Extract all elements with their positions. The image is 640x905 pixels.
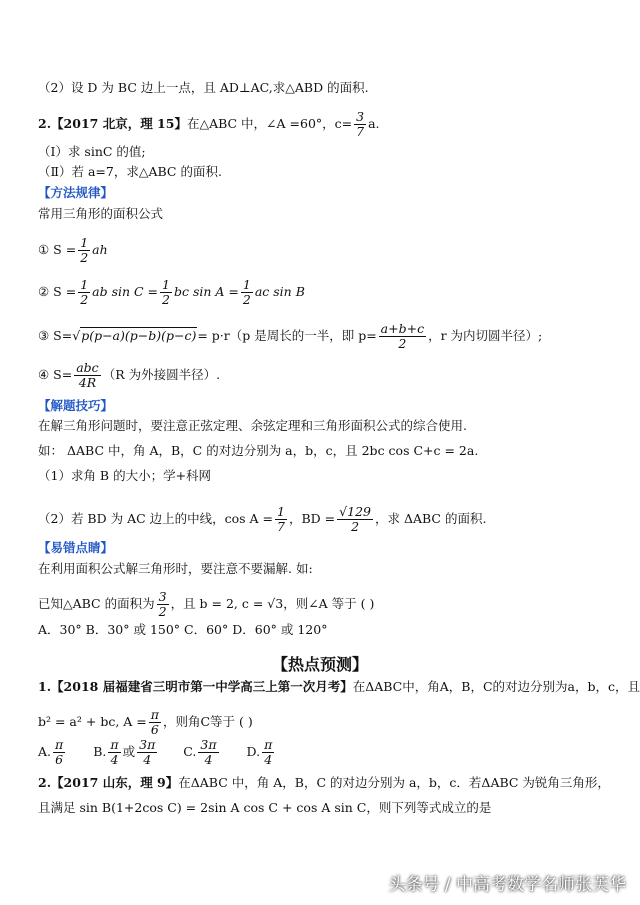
fraction [149,708,161,737]
numerator: 1 [80,235,89,250]
text-line: 在利用面积公式解三角形时，要注意不要漏解. 如: [38,561,313,576]
problem-1 [38,679,640,695]
numerator: 1 [80,277,89,292]
formula-2 [38,278,305,307]
example-line [38,505,486,534]
section-heading: 【易错点睛】 [38,540,114,555]
denominator: 2 [398,336,407,351]
problem-2b [38,775,610,791]
choice-label: C. [183,744,197,759]
sqrt-body: p(p−a)(p−b)(p−c) [81,328,197,343]
sqrt-sign: √ [72,328,81,343]
fraction [157,590,169,619]
section-title: 【热点预测】 [271,655,368,674]
fraction [78,236,90,265]
text: ，则角C等于 ( ) [162,714,253,729]
numerator: π [150,707,159,722]
watermark: 头条号 / 中高考数学名师张芙华 [388,875,626,895]
fraction [108,738,120,767]
text: 已知△ABC 的面积为 [38,596,155,611]
formula-1 [38,236,108,265]
numerator: abc [76,360,99,375]
choice-label: B. [93,744,107,759]
text: = p·r（p 是周长的一半，即 p= [197,328,377,343]
denominator: 6 [150,722,159,737]
denominator: 7 [277,519,285,534]
denominator: 2 [80,292,89,307]
denominator: 2 [351,519,360,534]
text: （2）若 BD 为 AC 边上的中线，cos A = [38,511,274,526]
choice-label: A. [38,744,52,759]
text: 在ΔABC 中，角 A，B，C 的对边分别为 a，b，c．若ΔABC 为锐角三角形， [178,775,610,790]
numerator: π [264,737,273,752]
denominator: 2 [162,292,170,307]
fraction [275,505,287,534]
text: 在ΔABC中，角A，B，C的对边分别为a，b，c，且 [352,679,640,694]
text: A = [123,714,147,729]
text: ，r 为内切圆半径）; [428,328,543,343]
problem-1-condition [38,708,253,737]
text: 或 [122,744,136,759]
denominator: 4 [110,752,119,767]
fraction [74,361,100,390]
text-line: 在解三角形问题时，要注意正弦定理、余弦定理和三角形面积公式的综合使用. [38,418,467,433]
text: ① S = [38,242,77,257]
formula-3 [38,322,542,351]
fraction [337,505,373,534]
source-tag: 2.【2017 山东，理 9】 [38,775,179,790]
source-tag: 2.【2017 北京，理 15】 [38,116,187,131]
text-line: 常用三角形的面积公式 [38,206,164,221]
text-line: 如： ΔABC 中，角 A，B，C 的对边分别为 a，b，c，且 2bc cos C+c = 2a. [38,443,479,458]
numerator: 1 [242,277,251,292]
numerator: π [55,737,64,752]
fraction [160,278,172,307]
text: ，求 ΔABC 的面积. [374,511,487,526]
fraction [198,738,218,767]
fraction [137,738,157,767]
problem-2 [38,110,380,139]
numerator: √129 [339,504,371,519]
text-line: 且满足 sin B(1+2cos C) = 2sin A cos C + cos A sin C，则下列等式成立的是 [38,800,492,815]
text: 在△ABC 中，∠A =60°，c= [186,116,353,131]
numerator: 3 [158,589,167,604]
denominator: 2 [242,292,251,307]
choices: A．30° B．30° 或 150° C．60° D．60° 或 120° [38,622,328,637]
denominator: 4 [143,752,152,767]
numerator: 3 [356,109,365,124]
numerator: π [110,737,119,752]
text-line: （1）求角 B 的大小；学+科网 [38,468,212,483]
fraction [379,322,426,351]
formula-4 [38,361,220,390]
text: ah [92,242,108,257]
denominator: 6 [55,752,64,767]
text: a. [368,116,380,131]
section-heading: 【解题技巧】 [38,398,114,413]
text: ③ S= [38,328,73,343]
text-line: （Ⅰ）求 sinC 的值; [38,144,146,159]
text: ac sin B [254,284,305,299]
text: ab sin C = [92,284,159,299]
denominator: 4 [204,752,213,767]
text: bc sin A = [174,284,239,299]
fraction [262,738,274,767]
text: ④ S= [38,367,73,382]
denominator: 7 [356,124,365,139]
denominator: 4R [78,375,97,390]
text: ，BD = [289,511,336,526]
example-line [38,590,374,619]
denominator: 4 [264,752,273,767]
text-line: （2）设 D 为 BC 边上一点，且 AD⊥AC,求△ABD 的面积. [38,80,369,95]
text: ② S = [38,284,77,299]
numerator: 1 [162,277,170,292]
fraction [53,738,65,767]
source-tag: 1.【2018 届福建省三明市第一中学高三上第一次月考】 [38,679,353,694]
numerator: 1 [277,504,285,519]
choices [38,738,276,767]
fraction [241,278,253,307]
numerator: 3π [200,737,217,752]
text: ，且 b = 2, c = √3，则∠A 等于 ( ) [170,596,375,611]
numerator: 3π [139,737,156,752]
fraction [78,278,90,307]
fraction [354,110,366,139]
text-line: （Ⅱ）若 a=7，求△ABC 的面积. [38,164,222,179]
text: b² = a² + bc, [38,714,120,729]
text: （R 为外接圆半径）. [102,367,221,382]
numerator: a+b+c [380,321,425,336]
denominator: 2 [158,604,167,619]
denominator: 2 [80,250,89,265]
choice-label: D. [246,744,261,759]
section-heading: 【方法规律】 [38,185,114,200]
